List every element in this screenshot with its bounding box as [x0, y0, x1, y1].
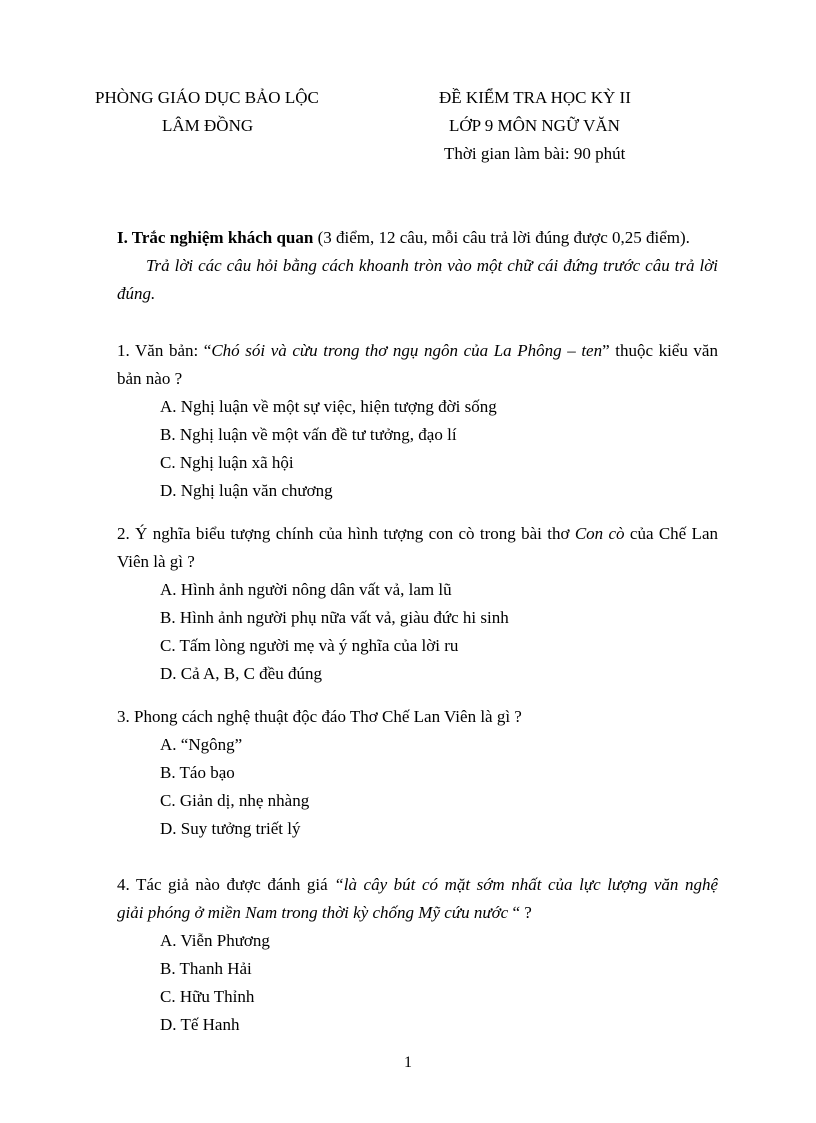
question-3-option-c[interactable]: C. Giản dị, nhẹ nhàng: [160, 791, 310, 810]
question-3: 3. Phong cách nghệ thuật độc đáo Thơ Chế Lan Viên là gì ?: [117, 707, 522, 726]
header-exam-title: ĐỀ KIỂM TRA HỌC KỲ II: [439, 88, 631, 107]
section-title-note: (3 điểm, 12 câu, mỗi câu trả lời đúng được 0,25 điểm).: [313, 228, 690, 247]
question-2-line-2: Viên là gì ?: [117, 552, 195, 571]
section-title: [117, 228, 690, 248]
question-2-option-d[interactable]: D. Cả A, B, C đều đúng: [160, 664, 322, 683]
question-4-option-d[interactable]: D. Tế Hanh: [160, 1015, 240, 1034]
question-4-option-c[interactable]: C. Hữu Thỉnh: [160, 987, 255, 1006]
question-4: 4. Tác giả nào được đánh giá “là cây bút có mặt sớm nhất của lực lượng văn nghệ: [117, 875, 718, 894]
question-1-option-a[interactable]: A. Nghị luận về một sự việc, hiện tượng đời sống: [160, 397, 497, 416]
header-school: PHÒNG GIÁO DỤC BẢO LỘC: [95, 88, 319, 107]
question-2-option-c[interactable]: C. Tấm lòng người mẹ và ý nghĩa của lời ru: [160, 636, 459, 655]
question-4-line-2: giải phóng ở miền Nam trong thời kỳ chống Mỹ cứu nước “ ?: [117, 903, 532, 922]
section-title-bold: I. Trắc nghiệm khách quan: [117, 228, 314, 247]
question-1-option-c[interactable]: C. Nghị luận xã hội: [160, 453, 294, 472]
question-4-option-b[interactable]: B. Thanh Hải: [160, 959, 252, 978]
question-3-option-a[interactable]: A. “Ngông”: [160, 735, 243, 754]
page-number: 1: [404, 1054, 412, 1071]
header-duration: Thời gian làm bài: 90 phút: [444, 144, 626, 163]
question-2: 2. Ý nghĩa biểu tượng chính của hình tượng con cò trong bài thơ Con cò của Chế Lan: [117, 524, 718, 543]
instruction-line-1: Trả lời các câu hỏi bằng cách khoanh tròn vào một chữ cái đứng trước câu trả lời: [146, 256, 718, 275]
question-2-option-a[interactable]: A. Hình ảnh người nông dân vất vả, lam lũ: [160, 580, 452, 599]
question-1-option-d[interactable]: D. Nghị luận văn chương: [160, 481, 333, 500]
question-2-option-b[interactable]: B. Hình ảnh người phụ nữa vất vả, giàu đức hi sinh: [160, 608, 509, 627]
question-3-option-b[interactable]: B. Táo bạo: [160, 763, 235, 782]
header-class-subject: LỚP 9 MÔN NGỮ VĂN: [449, 116, 620, 135]
question-1: 1. Văn bản: “Chó sói và cừu trong thơ ngụ ngôn của La Phông – ten” thuộc kiểu văn: [117, 341, 718, 360]
question-1-option-b[interactable]: B. Nghị luận về một vấn đề tư tưởng, đạo lí: [160, 425, 457, 444]
instruction-line-2: đúng.: [117, 284, 156, 303]
question-1-line-2: bản nào ?: [117, 369, 183, 388]
question-4-option-a[interactable]: A. Viễn Phương: [160, 931, 270, 950]
question-3-option-d[interactable]: D. Suy tưởng triết lý: [160, 819, 301, 838]
header-province: LÂM ĐỒNG: [162, 116, 254, 135]
